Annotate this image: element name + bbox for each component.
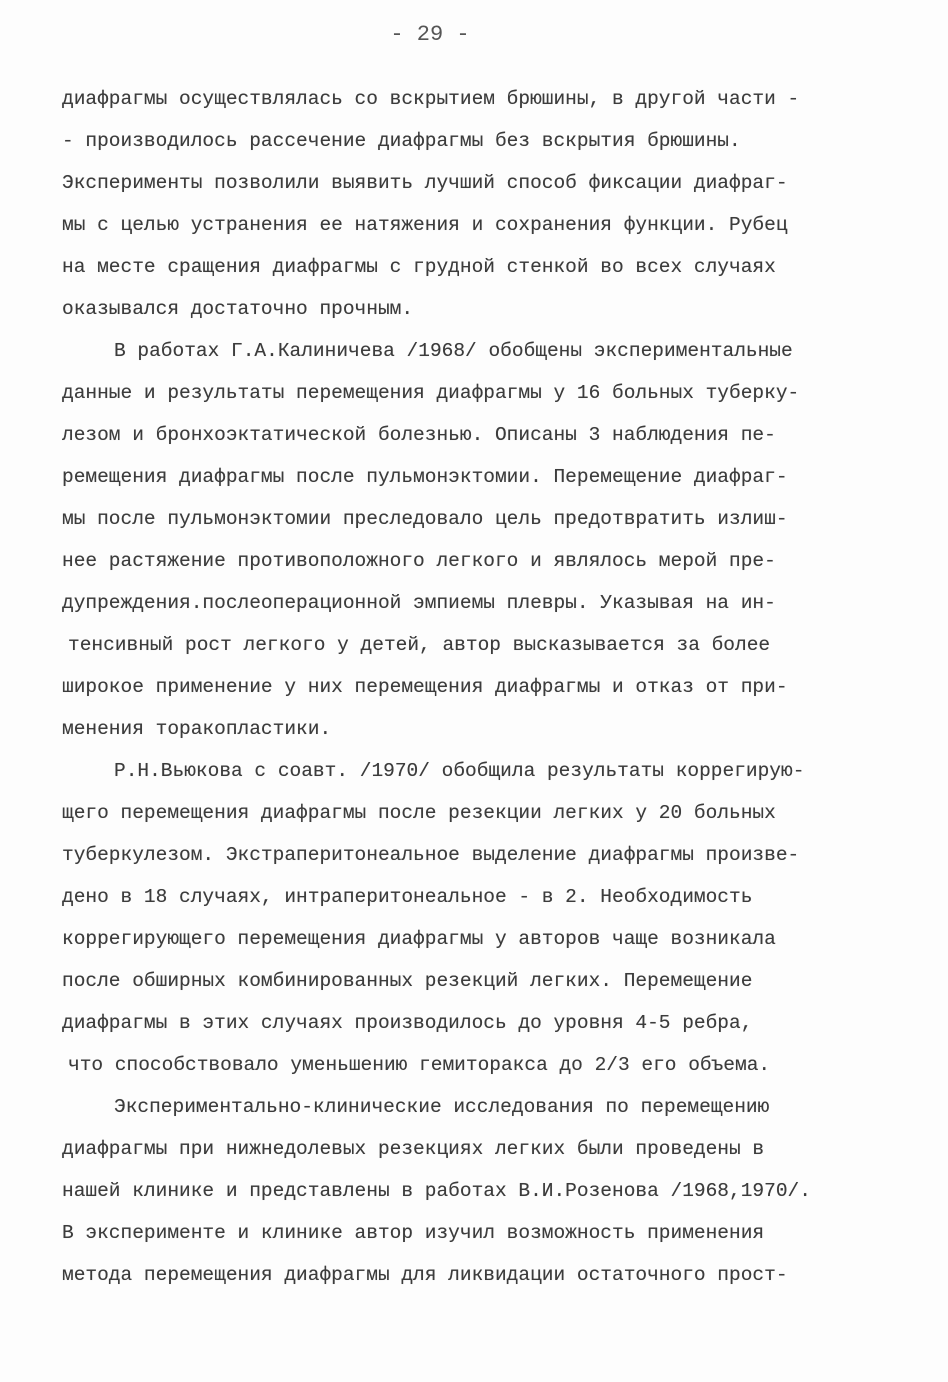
paragraph-2-line-2: данные и результаты перемещения диафрагмы у 16 больных туберку- [62,382,800,404]
paragraph-4-line-2: диафрагмы при нижнедолевых резекциях легких были проведены в [62,1138,765,1160]
paragraph-2-line-10: менения торакопластики. [62,718,332,740]
paragraph-1-line-6: оказывался достаточно прочным. [62,298,414,320]
paragraph-1-line-2: - производилось рассечение диафрагмы без вскрытия брюшины. [62,130,741,152]
paragraph-2-line-1: В работах Г.А.Калиничева /1968/ обобщены экспериментальные [114,340,793,362]
paragraph-3-line-2: щего перемещения диафрагмы после резекции легких у 20 больных [62,802,776,824]
paragraph-3-line-6: после обширных комбинированных резекций легких. Перемещение [62,970,753,992]
paragraph-4-line-4: В эксперименте и клинике автор изучил возможность применения [62,1222,765,1244]
paragraph-4-line-5: метода перемещения диафрагмы для ликвидации остаточного прост- [62,1264,788,1286]
paragraph-3-line-8: что способствовало уменьшению гемиторакса до 2/3 его объема. [68,1054,771,1076]
paragraph-1-line-4: мы с целью устранения ее натяжения и сохранения функции. Рубец [62,214,788,236]
body-text [62,78,892,1296]
paragraph-1-line-3: Эксперименты позволили выявить лучший способ фиксации диафраг- [62,172,788,194]
paragraph-2-line-6: нее растяжение противоположного легкого и являлось мерой пре- [62,550,776,572]
paragraph-1-line-1: диафрагмы осуществлялась со вскрытием брюшины, в другой части - [62,88,800,110]
paragraph-2-line-5: мы после пульмонэктомии преследовало цель предотвратить излиш- [62,508,788,530]
paragraph-3-line-3: туберкулезом. Экстраперитонеальное выделение диафрагмы произве- [62,844,800,866]
paragraph-2-line-9: широкое применение у них перемещения диафрагмы и отказ от при- [62,676,788,698]
paragraph-2-line-4: ремещения диафрагмы после пульмонэктомии. Перемещение диафраг- [62,466,788,488]
paragraph-3-line-7: диафрагмы в этих случаях производилось до уровня 4-5 ребра, [62,1012,753,1034]
paragraph-3-line-4: дено в 18 случаях, интраперитонеальное - в 2. Необходимость [62,886,753,908]
paragraph-3-line-5: коррегирующего перемещения диафрагмы у авторов чаще возникала [62,928,776,950]
paragraph-4-line-3: нашей клинике и представлены в работах В.И.Розенова /1968,1970/. [62,1180,811,1202]
paragraph-3-line-1: Р.Н.Вьюкова с соавт. /1970/ обобщила результаты коррегирую- [114,760,805,782]
paragraph-2-line-7: дупреждения.послеоперационной эмпиемы плевры. Указывая на ин- [62,592,776,614]
paragraph-4-line-1: Экспериментально-клинические исследования по перемещению [114,1096,770,1118]
page-number: - 29 - [390,22,470,47]
paragraph-2-line-3: лезом и бронхоэктатической болезнью. Описаны 3 наблюдения пе- [62,424,776,446]
paragraph-2-line-8: тенсивный рост легкого у детей, автор высказывается за более [68,634,771,656]
paragraph-1-line-5: на месте сращения диафрагмы с грудной стенкой во всех случаях [62,256,776,278]
